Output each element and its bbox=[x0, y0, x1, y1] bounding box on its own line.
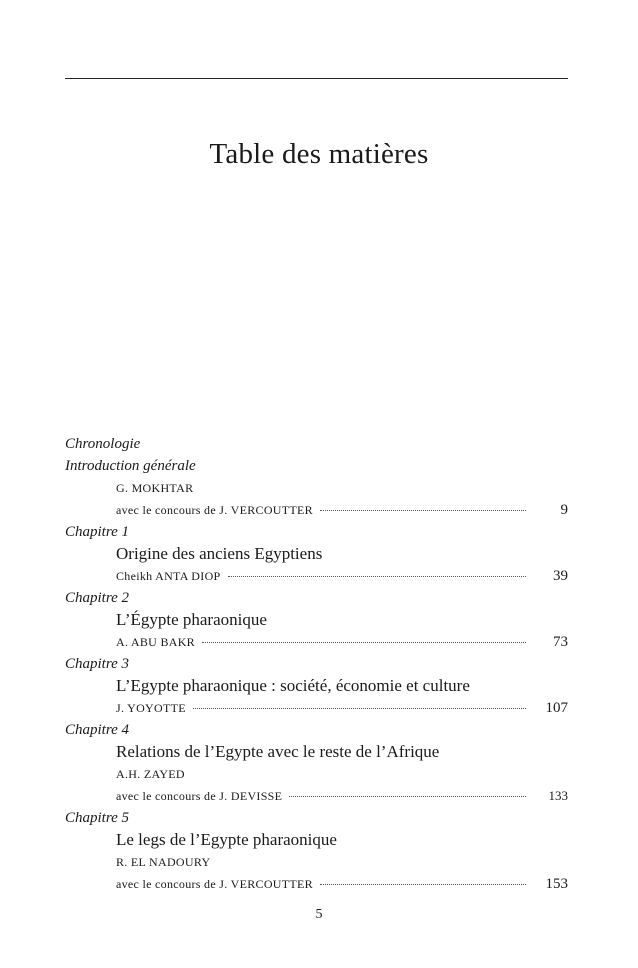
toc-entry-line bbox=[65, 565, 568, 587]
toc-page-number: 73 bbox=[553, 634, 568, 650]
toc-entry-line bbox=[65, 499, 568, 521]
toc-entry-line bbox=[65, 697, 568, 719]
toc-author: avec le concours de J. VERCOUTTER bbox=[116, 503, 313, 517]
top-rule bbox=[65, 78, 568, 79]
toc-heading-chronologie: Chronologie bbox=[65, 436, 141, 452]
toc-page-number: 133 bbox=[548, 788, 568, 803]
toc-chapter-title: Relations de l’Egypte avec le reste de l’Afrique bbox=[116, 742, 440, 761]
table-of-contents bbox=[65, 433, 568, 895]
toc-chapter-title: Origine des anciens Egyptiens bbox=[116, 544, 323, 563]
toc-chapter-title: L’Égypte pharaonique bbox=[116, 610, 267, 629]
toc-page-number: 39 bbox=[553, 568, 568, 584]
toc-heading-chapter: Chapitre 1 bbox=[65, 524, 130, 540]
dot-leader bbox=[320, 510, 526, 511]
toc-author: avec le concours de J. DEVISSE bbox=[116, 789, 283, 803]
toc-author: A. ABU BAKR bbox=[116, 635, 195, 649]
toc-author: Cheikh ANTA DIOP bbox=[116, 569, 221, 583]
dot-leader bbox=[289, 796, 526, 797]
dot-leader bbox=[320, 884, 526, 885]
toc-entry-line bbox=[65, 873, 568, 895]
toc-heading-chapter: Chapitre 4 bbox=[65, 722, 130, 738]
toc-chapter-title: L’Egypte pharaonique : société, économie et culture bbox=[116, 676, 470, 695]
toc-author: avec le concours de J. VERCOUTTER bbox=[116, 877, 313, 891]
toc-page-number: 107 bbox=[545, 700, 568, 716]
toc-page-number: 9 bbox=[560, 502, 568, 518]
page-number: 5 bbox=[315, 907, 323, 922]
toc-page-number: 153 bbox=[545, 876, 568, 892]
page-title: Table des matières bbox=[209, 138, 429, 170]
dot-leader bbox=[202, 642, 526, 643]
toc-author: R. EL NADOURY bbox=[116, 855, 211, 869]
toc-author: G. MOKHTAR bbox=[116, 481, 194, 495]
toc-entry-line bbox=[65, 785, 568, 807]
toc-entry-line bbox=[65, 631, 568, 653]
dot-leader bbox=[193, 708, 526, 709]
toc-author: A.H. ZAYED bbox=[116, 767, 185, 781]
toc-heading-chapter: Chapitre 5 bbox=[65, 810, 130, 826]
toc-heading-chapter: Chapitre 3 bbox=[65, 656, 130, 672]
toc-chapter-title: Le legs de l’Egypte pharaonique bbox=[116, 830, 337, 849]
toc-heading-chapter: Chapitre 2 bbox=[65, 590, 130, 606]
toc-author: J. YOYOTTE bbox=[116, 701, 186, 715]
toc-heading-introduction: Introduction générale bbox=[65, 458, 196, 474]
dot-leader bbox=[228, 576, 526, 577]
